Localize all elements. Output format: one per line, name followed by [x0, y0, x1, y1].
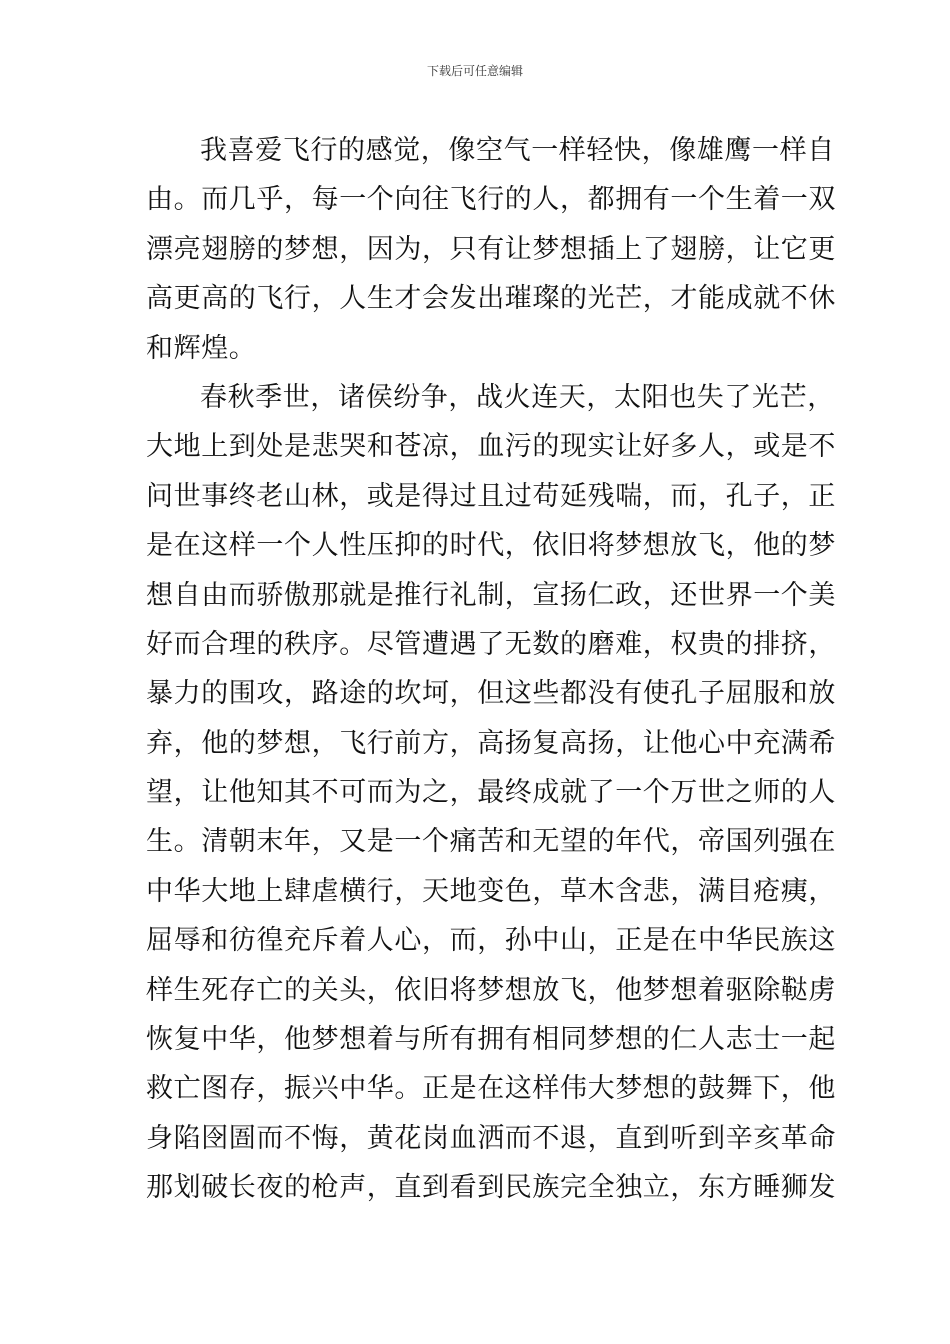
- text-line: 由。而几乎，每一个向往飞行的人，都拥有一个生着一双: [146, 184, 836, 216]
- text-line: 恢复中华，他梦想着与所有拥有相同梦想的仁人志士一起: [146, 1024, 836, 1056]
- text-line: 我喜爱飞行的感觉，像空气一样轻快，像雄鹰一样自: [200, 135, 835, 166]
- text-line: 春秋季世，诸侯纷争，战火连天，太阳也失了光芒，: [200, 381, 835, 413]
- text-line: 救亡图存，振兴中华。正是在这样伟大梦想的鼓舞下，他: [146, 1073, 836, 1105]
- text-line: 是在这样一个人性压抑的时代，依旧将梦想放飞，他的梦: [146, 530, 836, 562]
- page-header: 下载后可任意编辑: [426, 64, 523, 78]
- text-line: 问世事终老山林，或是得过且过苟延残喘，而，孔子，正: [146, 480, 836, 512]
- paragraph-2: [146, 373, 836, 1213]
- text-line: 高更高的飞行，人生才会发出璀璨的光芒，才能成就不休: [146, 283, 836, 315]
- text-line: 暴力的围攻，路途的坎坷，但这些都没有使孔子屈服和放: [146, 678, 836, 710]
- text-line: 好而合理的秩序。尽管遭遇了无数的磨难，权贵的排挤，: [146, 628, 836, 660]
- text-line: 样生死存亡的关头，依旧将梦想放飞，他梦想着驱除鞑虏: [146, 974, 836, 1006]
- text-line: 身陷囹圄而不悔，黄花岗血洒而不退，直到听到辛亥革命: [146, 1122, 836, 1154]
- text-line: 和辉煌。: [146, 332, 257, 364]
- text-line: 中华大地上肆虐横行，天地变色，草木含悲，满目疮痍，: [146, 875, 836, 907]
- text-line: 屈辱和彷徨充斥着人心，而，孙中山，正是在中华民族这: [146, 925, 836, 957]
- text-line: 大地上到处是悲哭和苍凉，血污的现实让好多人，或是不: [146, 431, 836, 463]
- document-body: [146, 126, 836, 1213]
- paragraph-1: [146, 126, 836, 373]
- text-line: 弃，他的梦想，飞行前方，高扬复高扬，让他心中充满希: [146, 727, 836, 759]
- text-line: 想自由而骄傲那就是推行礼制，宣扬仁政，还世界一个美: [146, 579, 836, 611]
- text-line: 那划破长夜的枪声，直到看到民族完全独立，东方睡狮发: [146, 1172, 836, 1204]
- text-line: 漂亮翅膀的梦想，因为，只有让梦想插上了翅膀，让它更: [146, 233, 836, 265]
- text-line: 生。清朝末年，又是一个痛苦和无望的年代，帝国列强在: [146, 826, 836, 858]
- text-line: 望，让他知其不可而为之，最终成就了一个万世之师的人: [146, 777, 836, 809]
